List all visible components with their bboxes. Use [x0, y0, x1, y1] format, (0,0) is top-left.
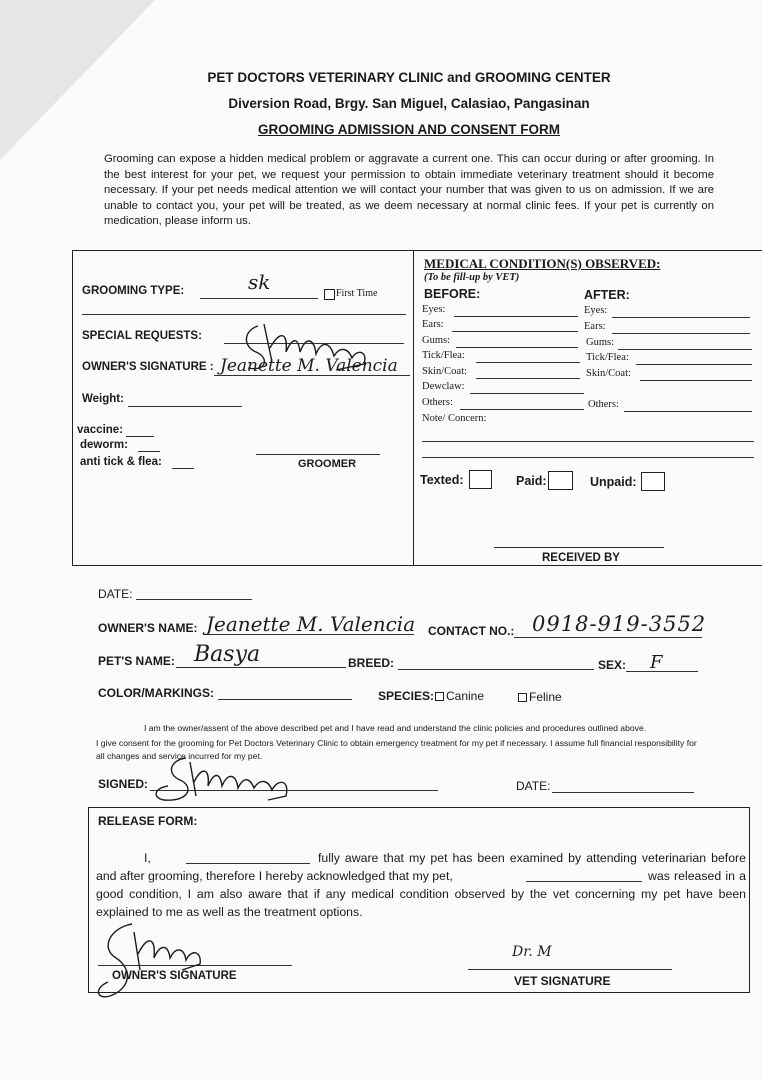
- before-ears-label: Ears:: [422, 319, 444, 330]
- signed-label: SIGNED:: [98, 777, 149, 791]
- grooming-type-value: sk: [248, 270, 271, 294]
- vet-initials: Dr. M: [512, 944, 552, 960]
- breed-field[interactable]: [398, 669, 594, 670]
- contact-no-value: 0918-919-3552: [532, 612, 707, 636]
- paid-label: Paid:: [516, 474, 547, 488]
- color-markings-field[interactable]: [218, 699, 352, 700]
- before-dewclaw-field[interactable]: [470, 393, 584, 394]
- note-line-1[interactable]: [422, 441, 754, 442]
- owner-signature-scrawl-top: [236, 318, 386, 383]
- species-canine-checkbox[interactable]: [435, 692, 444, 701]
- vaccine-field[interactable]: [126, 436, 154, 437]
- grooming-type-field[interactable]: [200, 298, 318, 299]
- texted-checkbox[interactable]: [469, 470, 492, 489]
- owners-signature-name: Jeanette M. Valencia: [220, 356, 398, 376]
- grooming-type-extra-line: [82, 314, 406, 315]
- after-skincoat-label: Skin/Coat:: [586, 368, 631, 379]
- release-form-title: RELEASE FORM:: [98, 814, 198, 828]
- before-tickflea-label: Tick/Flea:: [422, 350, 465, 361]
- note-concern-label: Note/ Concern:: [422, 413, 487, 424]
- owner-signature-scrawl-release: [92, 918, 232, 1013]
- received-by-line[interactable]: [494, 547, 664, 548]
- species-canine-label: Canine: [446, 689, 485, 703]
- before-eyes-label: Eyes:: [422, 304, 446, 315]
- after-skincoat-field[interactable]: [640, 380, 752, 381]
- grooming-type-label: GROOMING TYPE:: [82, 285, 185, 297]
- after-eyes-label: Eyes:: [584, 305, 608, 316]
- sex-label: SEX:: [598, 658, 627, 672]
- unpaid-label: Unpaid:: [590, 475, 637, 489]
- species-label: SPECIES:: [378, 689, 435, 703]
- release-text-1: fully aware that my pet has been examined by attending veterinarian before and after grooming, therefore I hereby acknowledged that my pet,: [96, 851, 746, 883]
- vaccine-label: vaccine:: [77, 424, 124, 436]
- medical-subtitle: (To be fill-up by VET): [424, 272, 520, 283]
- release-text-i: I,: [144, 851, 151, 865]
- date-field[interactable]: [136, 599, 252, 600]
- before-tickflea-field[interactable]: [476, 362, 580, 363]
- first-time-checkbox[interactable]: [324, 289, 335, 300]
- before-skincoat-label: Skin/Coat:: [422, 366, 467, 377]
- deworm-field[interactable]: [138, 451, 160, 452]
- vet-signature-line[interactable]: [468, 969, 672, 970]
- breed-label: BREED:: [348, 656, 395, 670]
- contact-no-field[interactable]: [514, 637, 702, 638]
- pets-name-label: PET'S NAME:: [98, 654, 175, 668]
- after-eyes-field[interactable]: [612, 317, 750, 318]
- paid-checkbox[interactable]: [548, 471, 573, 490]
- date2-label: DATE:: [516, 779, 551, 793]
- intro-paragraph: Grooming can expose a hidden medical problem or aggravate a current one. This can occur during or after grooming. In the best interest for your pet, we request your permission to obtain immediate veterinary treatment should it become necessary. If your pet needs medical attention we will contact your number that was given to us on admission. If we are unable to contact you, your pet will be treated, as we deem necessary at normal clinic fees. If your pet is currently on medication, please inform us.: [104, 153, 714, 228]
- clinic-address: Diversion Road, Brgy. San Miguel, Calasiao, Pangasinan: [228, 96, 590, 111]
- unpaid-checkbox[interactable]: [641, 472, 665, 491]
- before-gums-label: Gums:: [422, 335, 451, 346]
- medical-condition-title: MEDICAL CONDITION(S) OBSERVED:: [424, 256, 661, 271]
- contact-no-label: CONTACT NO.:: [428, 624, 515, 638]
- pets-name-value: Basya: [194, 642, 261, 667]
- first-time-label: First Time: [336, 288, 378, 299]
- weight-field[interactable]: [128, 406, 242, 407]
- color-markings-label: COLOR/MARKINGS:: [98, 686, 214, 700]
- groomer-signature-line[interactable]: [256, 454, 380, 455]
- owner-signature-scrawl-consent: [150, 752, 310, 813]
- date2-field[interactable]: [552, 792, 694, 793]
- sex-value: F: [650, 652, 663, 673]
- after-others-field[interactable]: [624, 411, 752, 412]
- anti-tick-flea-label: anti tick & flea:: [80, 456, 162, 468]
- groomer-label: GROOMER: [298, 458, 357, 470]
- after-ears-label: Ears:: [584, 321, 606, 332]
- special-requests-label: SPECIAL REQUESTS:: [82, 330, 202, 342]
- before-label: BEFORE:: [424, 287, 481, 301]
- weight-label: Weight:: [82, 393, 124, 405]
- after-ears-field[interactable]: [612, 333, 750, 334]
- owners-name-value: Jeanette M. Valencia: [206, 612, 416, 636]
- date-label: DATE:: [98, 587, 133, 601]
- before-skincoat-field[interactable]: [476, 378, 580, 379]
- consent-paragraph-2: I give consent for the grooming for Pet Doctors Veterinary Clinic to obtain emergency treatment for my pet if necessary. I assume full financial responsibility for all changes and service incurred for my pet.: [96, 738, 697, 761]
- owners-name-label: OWNER'S NAME:: [98, 621, 198, 635]
- after-tickflea-label: Tick/Flea:: [586, 352, 629, 363]
- pets-name-field[interactable]: [176, 667, 346, 668]
- before-gums-field[interactable]: [456, 347, 578, 348]
- texted-label: Texted:: [420, 473, 464, 487]
- release-owner-signature-label: OWNER'S SIGNATURE: [112, 970, 237, 982]
- before-others-label: Others:: [422, 397, 453, 408]
- deworm-label: deworm:: [80, 439, 128, 451]
- after-tickflea-field[interactable]: [636, 364, 752, 365]
- consent-paragraph-1: I am the owner/assent of the above described pet and I have read and understand the clinic policies and procedures outlined above.: [144, 723, 647, 733]
- release-text-2: was released in a good condition, I am also aware that if any medical condition observed by the vet concerning my pet have been explained to me as well as the treatment options.: [96, 869, 746, 919]
- form-title: GROOMING ADMISSION AND CONSENT FORM: [258, 122, 560, 137]
- owners-signature-label: OWNER'S SIGNATURE :: [82, 361, 214, 373]
- after-gums-field[interactable]: [618, 349, 752, 350]
- after-gums-label: Gums:: [586, 337, 615, 348]
- before-others-field[interactable]: [460, 409, 584, 410]
- after-label: AFTER:: [584, 288, 630, 302]
- anti-tick-flea-field[interactable]: [172, 468, 194, 469]
- received-by-label: RECEIVED BY: [542, 552, 620, 564]
- species-feline-label: Feline: [529, 690, 562, 704]
- before-ears-field[interactable]: [452, 331, 578, 332]
- clinic-name: PET DOCTORS VETERINARY CLINIC and GROOMING CENTER: [207, 70, 611, 85]
- note-line-2[interactable]: [422, 457, 754, 458]
- before-eyes-field[interactable]: [454, 316, 578, 317]
- after-others-label: Others:: [588, 399, 619, 410]
- species-feline-checkbox[interactable]: [518, 693, 527, 702]
- vet-signature-label: VET SIGNATURE: [514, 974, 611, 988]
- before-dewclaw-label: Dewclaw:: [422, 381, 465, 392]
